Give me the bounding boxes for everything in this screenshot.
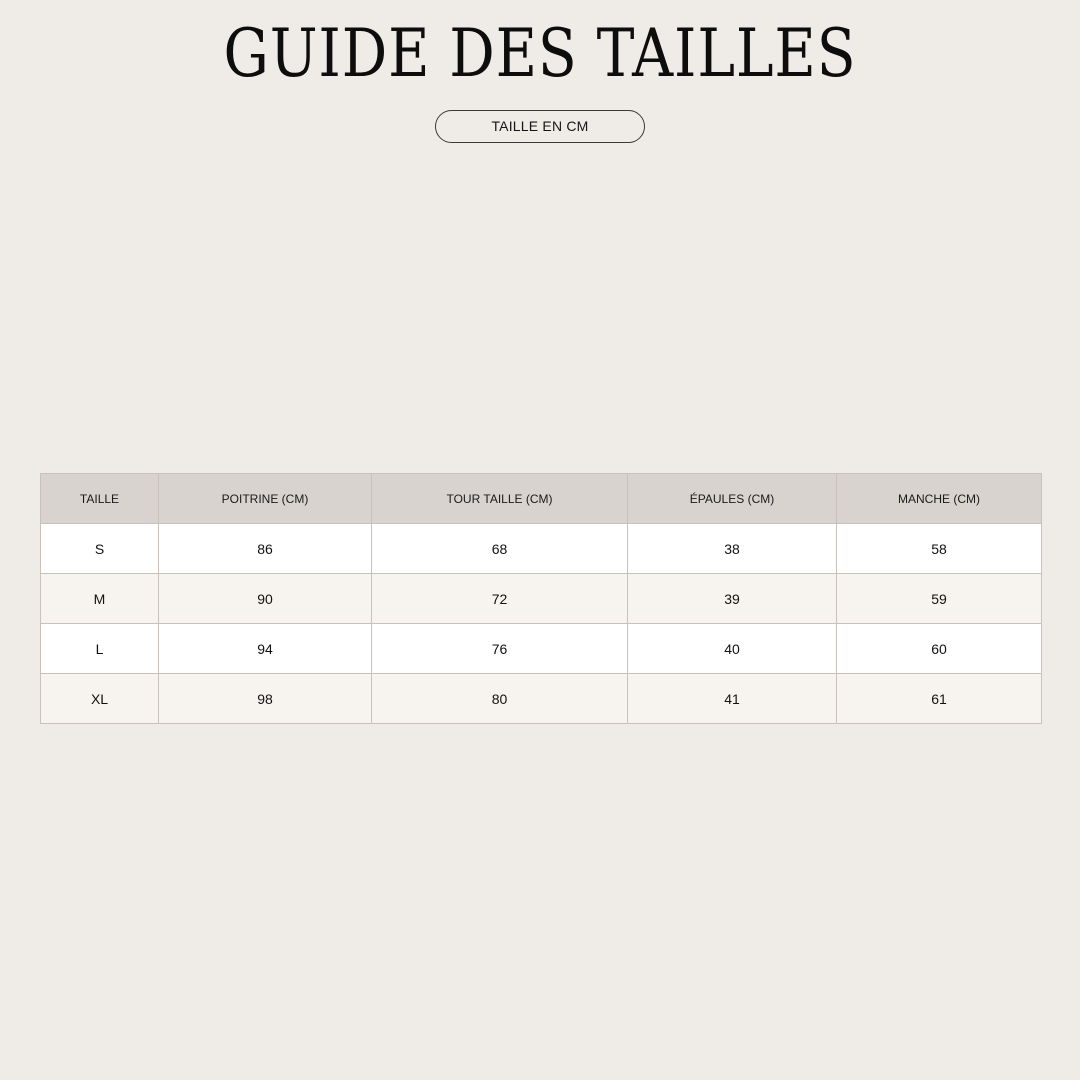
- cell-poitrine: 98: [159, 674, 372, 724]
- table-row: [41, 524, 1042, 574]
- cell-tour-taille: 68: [372, 524, 628, 574]
- header-manche: MANCHE (CM): [837, 474, 1042, 524]
- cell-poitrine: 86: [159, 524, 372, 574]
- header-poitrine: POITRINE (CM): [159, 474, 372, 524]
- header-tour-taille: TOUR TAILLE (CM): [372, 474, 628, 524]
- page-title: GUIDE DES TAILLES: [223, 15, 857, 92]
- cell-tour-taille: 80: [372, 674, 628, 724]
- cell-tour-taille: 72: [372, 574, 628, 624]
- cell-epaules: 41: [628, 674, 837, 724]
- size-table: [40, 473, 1042, 724]
- cell-epaules: 38: [628, 524, 837, 574]
- header-epaules: ÉPAULES (CM): [628, 474, 837, 524]
- cell-manche: 60: [837, 624, 1042, 674]
- cell-size: S: [41, 524, 159, 574]
- table-row: [41, 674, 1042, 724]
- cell-manche: 58: [837, 524, 1042, 574]
- cell-size: XL: [41, 674, 159, 724]
- cell-size: L: [41, 624, 159, 674]
- cell-size: M: [41, 574, 159, 624]
- cell-poitrine: 94: [159, 624, 372, 674]
- table-header-row: [41, 474, 1042, 524]
- table-row: [41, 624, 1042, 674]
- cell-epaules: 40: [628, 624, 837, 674]
- unit-badge: TAILLE EN CM: [435, 110, 645, 143]
- cell-epaules: 39: [628, 574, 837, 624]
- cell-manche: 59: [837, 574, 1042, 624]
- header-taille: TAILLE: [41, 474, 159, 524]
- cell-poitrine: 90: [159, 574, 372, 624]
- cell-manche: 61: [837, 674, 1042, 724]
- table-row: [41, 574, 1042, 624]
- cell-tour-taille: 76: [372, 624, 628, 674]
